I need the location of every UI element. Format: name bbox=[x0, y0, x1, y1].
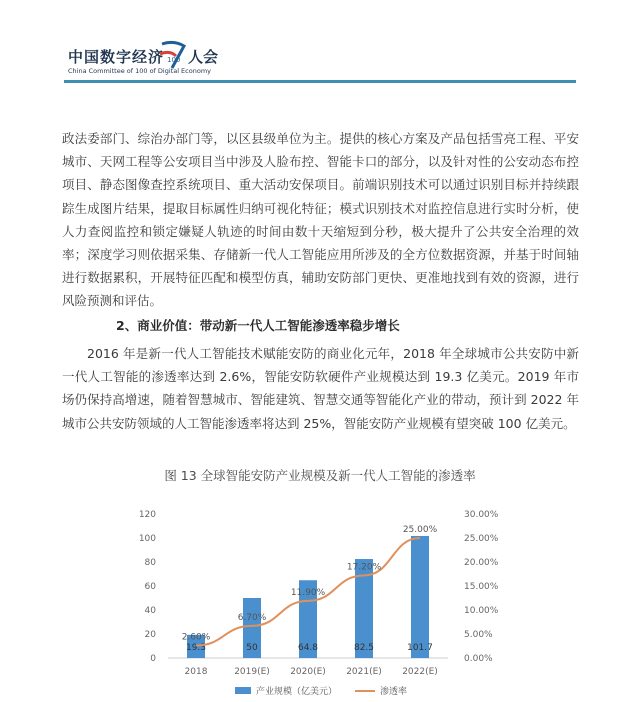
legend-bar-swatch bbox=[235, 687, 251, 694]
paragraph-2: 2016 年是新一代人工智能技术赋能安防的商业化元年，2018 年全球城市公共安防中新一代人工智能的渗透率达到 2.6%，智能安防软硬件产业规模达到 19.3 亿美元。2019 年市场仍保持高增速，随着智慧城市、智能建筑、智慧交通等智能化产业的带动，预计到 2022 年城市公共安防领域的人工智能渗透率将达到 25%，智能安防产业规模有望突破 100 亿美元。 bbox=[62, 346, 579, 431]
right-axis-tick-label: 5.00% bbox=[464, 630, 493, 640]
section-heading: 2、商业价值：带动新一代人工智能渗透率稳步增长 bbox=[116, 318, 400, 333]
line-value-label: 25.00% bbox=[402, 525, 438, 535]
left-axis-tick-label: 100 bbox=[138, 534, 156, 544]
line-value-label: 11.90% bbox=[290, 587, 326, 598]
left-axis-tick-label: 40 bbox=[144, 606, 156, 616]
bar-value-label: 82.5 bbox=[353, 643, 375, 653]
right-axis-tick-label: 15.00% bbox=[464, 582, 499, 592]
x-axis-tick-label: 2018 bbox=[184, 667, 208, 677]
right-axis-tick-label: 10.00% bbox=[464, 606, 499, 616]
x-axis-tick-label: 2022(E) bbox=[402, 667, 438, 677]
left-axis-tick-label: 60 bbox=[144, 582, 156, 592]
x-axis-tick-label: 2019(E) bbox=[234, 667, 270, 677]
line-value-label: 2.60% bbox=[181, 632, 211, 643]
bar-value-label: 50 bbox=[246, 643, 258, 653]
legend-bar-label: 产业规模（亿美元） bbox=[256, 687, 338, 697]
x-axis-tick-label: 2020(E) bbox=[290, 667, 326, 677]
paragraph-1: 政法委部门、综治办部门等，以区县级单位为主。提供的核心方案及产品包括雪亮工程、平安城市、天网工程等公安项目当中涉及人脸布控、智能卡口的部分，以及针对性的公安动态布控项目、静态图像查控系统项目、重大活动安保项目。前端识别技术可以通过识别目标并持续跟踪生成图片结果，提取目标属性归纳可视化特征；模式识别技术对监控信息进行实时分析，使人力查阅监控和锁定嫌疑人轨迹的时间由数十天缩短到分秒，极大提升了公共安全治理的效率；深度学习则依据采集、存储新一代人工智能应用所涉及的全方位数据资源，并基于时间轴进行数据累积，开展特征匹配和模型仿真，辅助安防部门更快、更准地找到有效的资源，进行风险预测和评估。 bbox=[62, 131, 579, 309]
right-axis-tick-label: 30.00% bbox=[464, 510, 499, 520]
logo-text-cn-right: 人会 bbox=[188, 48, 219, 66]
bar-value-label: 101.7 bbox=[407, 643, 433, 653]
page-header bbox=[0, 0, 640, 90]
header-rule bbox=[64, 80, 576, 83]
bar-value-label: 64.8 bbox=[297, 643, 319, 653]
left-axis-tick-label: 0 bbox=[150, 654, 156, 664]
line-value-label: 6.70% bbox=[237, 612, 267, 623]
left-axis-tick-label: 120 bbox=[138, 510, 156, 520]
logo-text-cn: 中国数字经济 bbox=[68, 48, 165, 66]
bar-2022(E) bbox=[411, 536, 429, 658]
right-axis-tick-label: 20.00% bbox=[464, 558, 499, 568]
logo-mark-text: 100 bbox=[167, 56, 181, 64]
right-axis-tick-label: 25.00% bbox=[464, 534, 499, 544]
figure-title: 图 13 全球智能安防产业规模及新一代人工智能的渗透率 bbox=[164, 468, 476, 483]
logo-text-en: China Committee of 100 of Digital Economy bbox=[68, 67, 211, 75]
x-axis-tick-label: 2021(E) bbox=[346, 667, 382, 677]
left-axis-tick-label: 80 bbox=[144, 558, 156, 568]
combo-chart bbox=[130, 500, 520, 700]
left-axis-tick-label: 20 bbox=[144, 630, 156, 640]
legend-line-label: 渗透率 bbox=[380, 687, 408, 697]
line-value-label: 17.20% bbox=[346, 562, 382, 573]
right-axis-tick-label: 0.00% bbox=[464, 654, 493, 664]
bar-value-label: 19.3 bbox=[185, 643, 207, 653]
